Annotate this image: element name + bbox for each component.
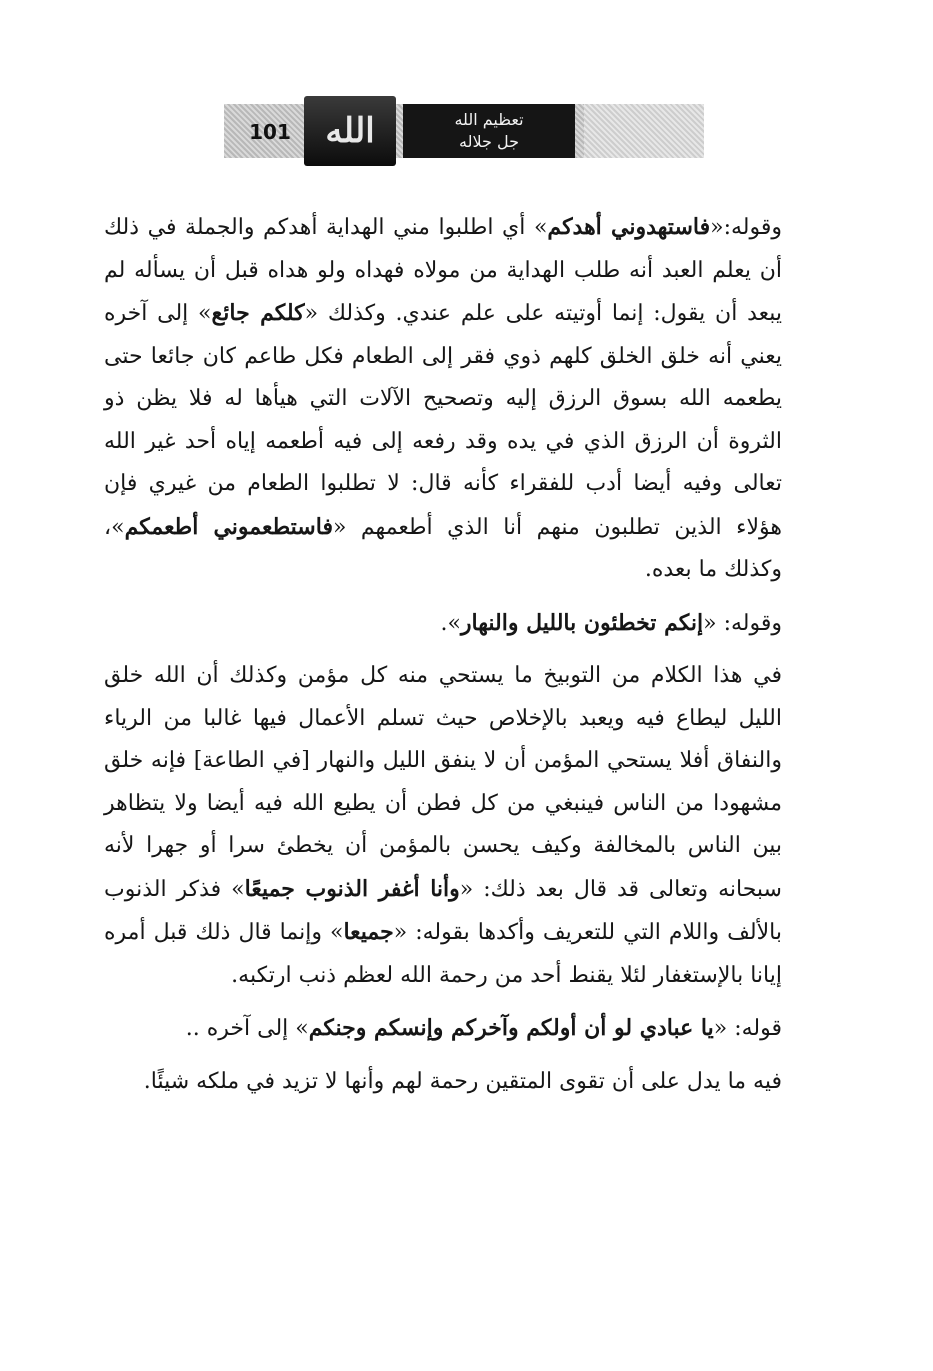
quote-bold: كلكم جائع xyxy=(211,300,305,326)
text: ». xyxy=(440,610,461,636)
paragraph-2 xyxy=(104,602,834,646)
book-title xyxy=(403,104,575,158)
page-number: 101 xyxy=(249,120,291,144)
paragraph-5 xyxy=(104,1061,834,1104)
text: » وإنما قال ذلك قبل أمره إيانا بالإستغفار لئلا يقنط أحد من رحمة الله لعظم ذنب ارتكبه. xyxy=(104,920,782,988)
quote-bold: فاستهدوني أهدكم xyxy=(547,214,711,240)
paragraph-1 xyxy=(104,206,834,592)
page-header xyxy=(218,96,704,166)
text: » إلى آخره .. xyxy=(185,1016,309,1041)
logo-text: الله xyxy=(325,111,375,151)
text: قوله: « xyxy=(713,1016,782,1041)
allah-calligraphy-logo xyxy=(304,96,396,166)
quote-bold: يا عبادي لو أن أولكم وآخركم وإنسكم وجنكم xyxy=(308,1015,714,1041)
quote-bold: جميعا xyxy=(343,919,394,945)
text: وقوله: « xyxy=(703,610,782,636)
quote-bold: إنكم تخطئون بالليل والنهار xyxy=(460,609,704,636)
quote-bold: وأنا أغفر الذنوب جميعًا xyxy=(244,875,460,902)
text: في هذا الكلام من التوبيخ ما يستحي منه كل مؤمن وكذلك أن الله خلق الليل ليطاع فيه ويعبد بالإخلاص حيث تسلم الأعمال فيها غالبا من الرياء والنفاق أفلا يستحي المؤمن أن لا ينفق الليل والنهار [في الطاعة] فإنه خلق مشهودا من الناس فينبغي من كل فطن أن يطيع الله فيه أيضا ولا يتظاهر بين الناس بالمخالفة وكيف يحسن بالمؤمن أن يخطئ سرا أو جهرا لأنه سبحانه وتعالى قد قال بعد ذلك: « xyxy=(104,663,782,902)
text: »، وكذلك ما بعده. xyxy=(104,514,782,582)
text: وقوله:« xyxy=(710,215,782,240)
paragraph-3 xyxy=(104,655,834,997)
text: » إلى آخره يعني أنه خلق الخلق كلهم ذوي فقر إلى الطعام فكل طاعم كان جائعا حتى يطعمه الله بسوق الرزق إليه وتصحيح الآلات التي هيأها له فلا يظن ذو الثروة أن الرزق الذي في يده وقد رفعه إلى فيه أطعمه إياه أحد غير الله تعالى وفيه أيضا أدب للفقراء كأنه قال: لا تطلبوا الطعام من غيري فإن هؤلاء الذين تطلبون منهم أنا الذي أطعمهم « xyxy=(104,301,783,540)
book-title-line2: جل جلاله xyxy=(459,132,519,151)
text: فيه ما يدل على أن تقوى المتقين رحمة لهم وأنها لا تزيد في ملكه شيئًا. xyxy=(143,1068,782,1094)
page-body xyxy=(104,206,834,1103)
text: » أي اطلبوا مني الهداية أهدكم والجملة في ذلك أن يعلم العبد أنه طلب الهداية من مولاه فهداه ولو هداه قبل أن يسأله لم يبعد أن يقول: إنما أوتيته على علم عندي. وكذلك « xyxy=(104,215,783,326)
header-pattern-band xyxy=(576,104,704,158)
paragraph-4 xyxy=(104,1007,834,1051)
book-title-line1: تعظيم الله xyxy=(454,110,524,129)
text: » فذكر الذنوب بالألف واللام التي للتعريف وأكدها بقوله: « xyxy=(104,876,782,945)
quote-bold: فاستطعموني أطعمكم xyxy=(124,513,333,540)
